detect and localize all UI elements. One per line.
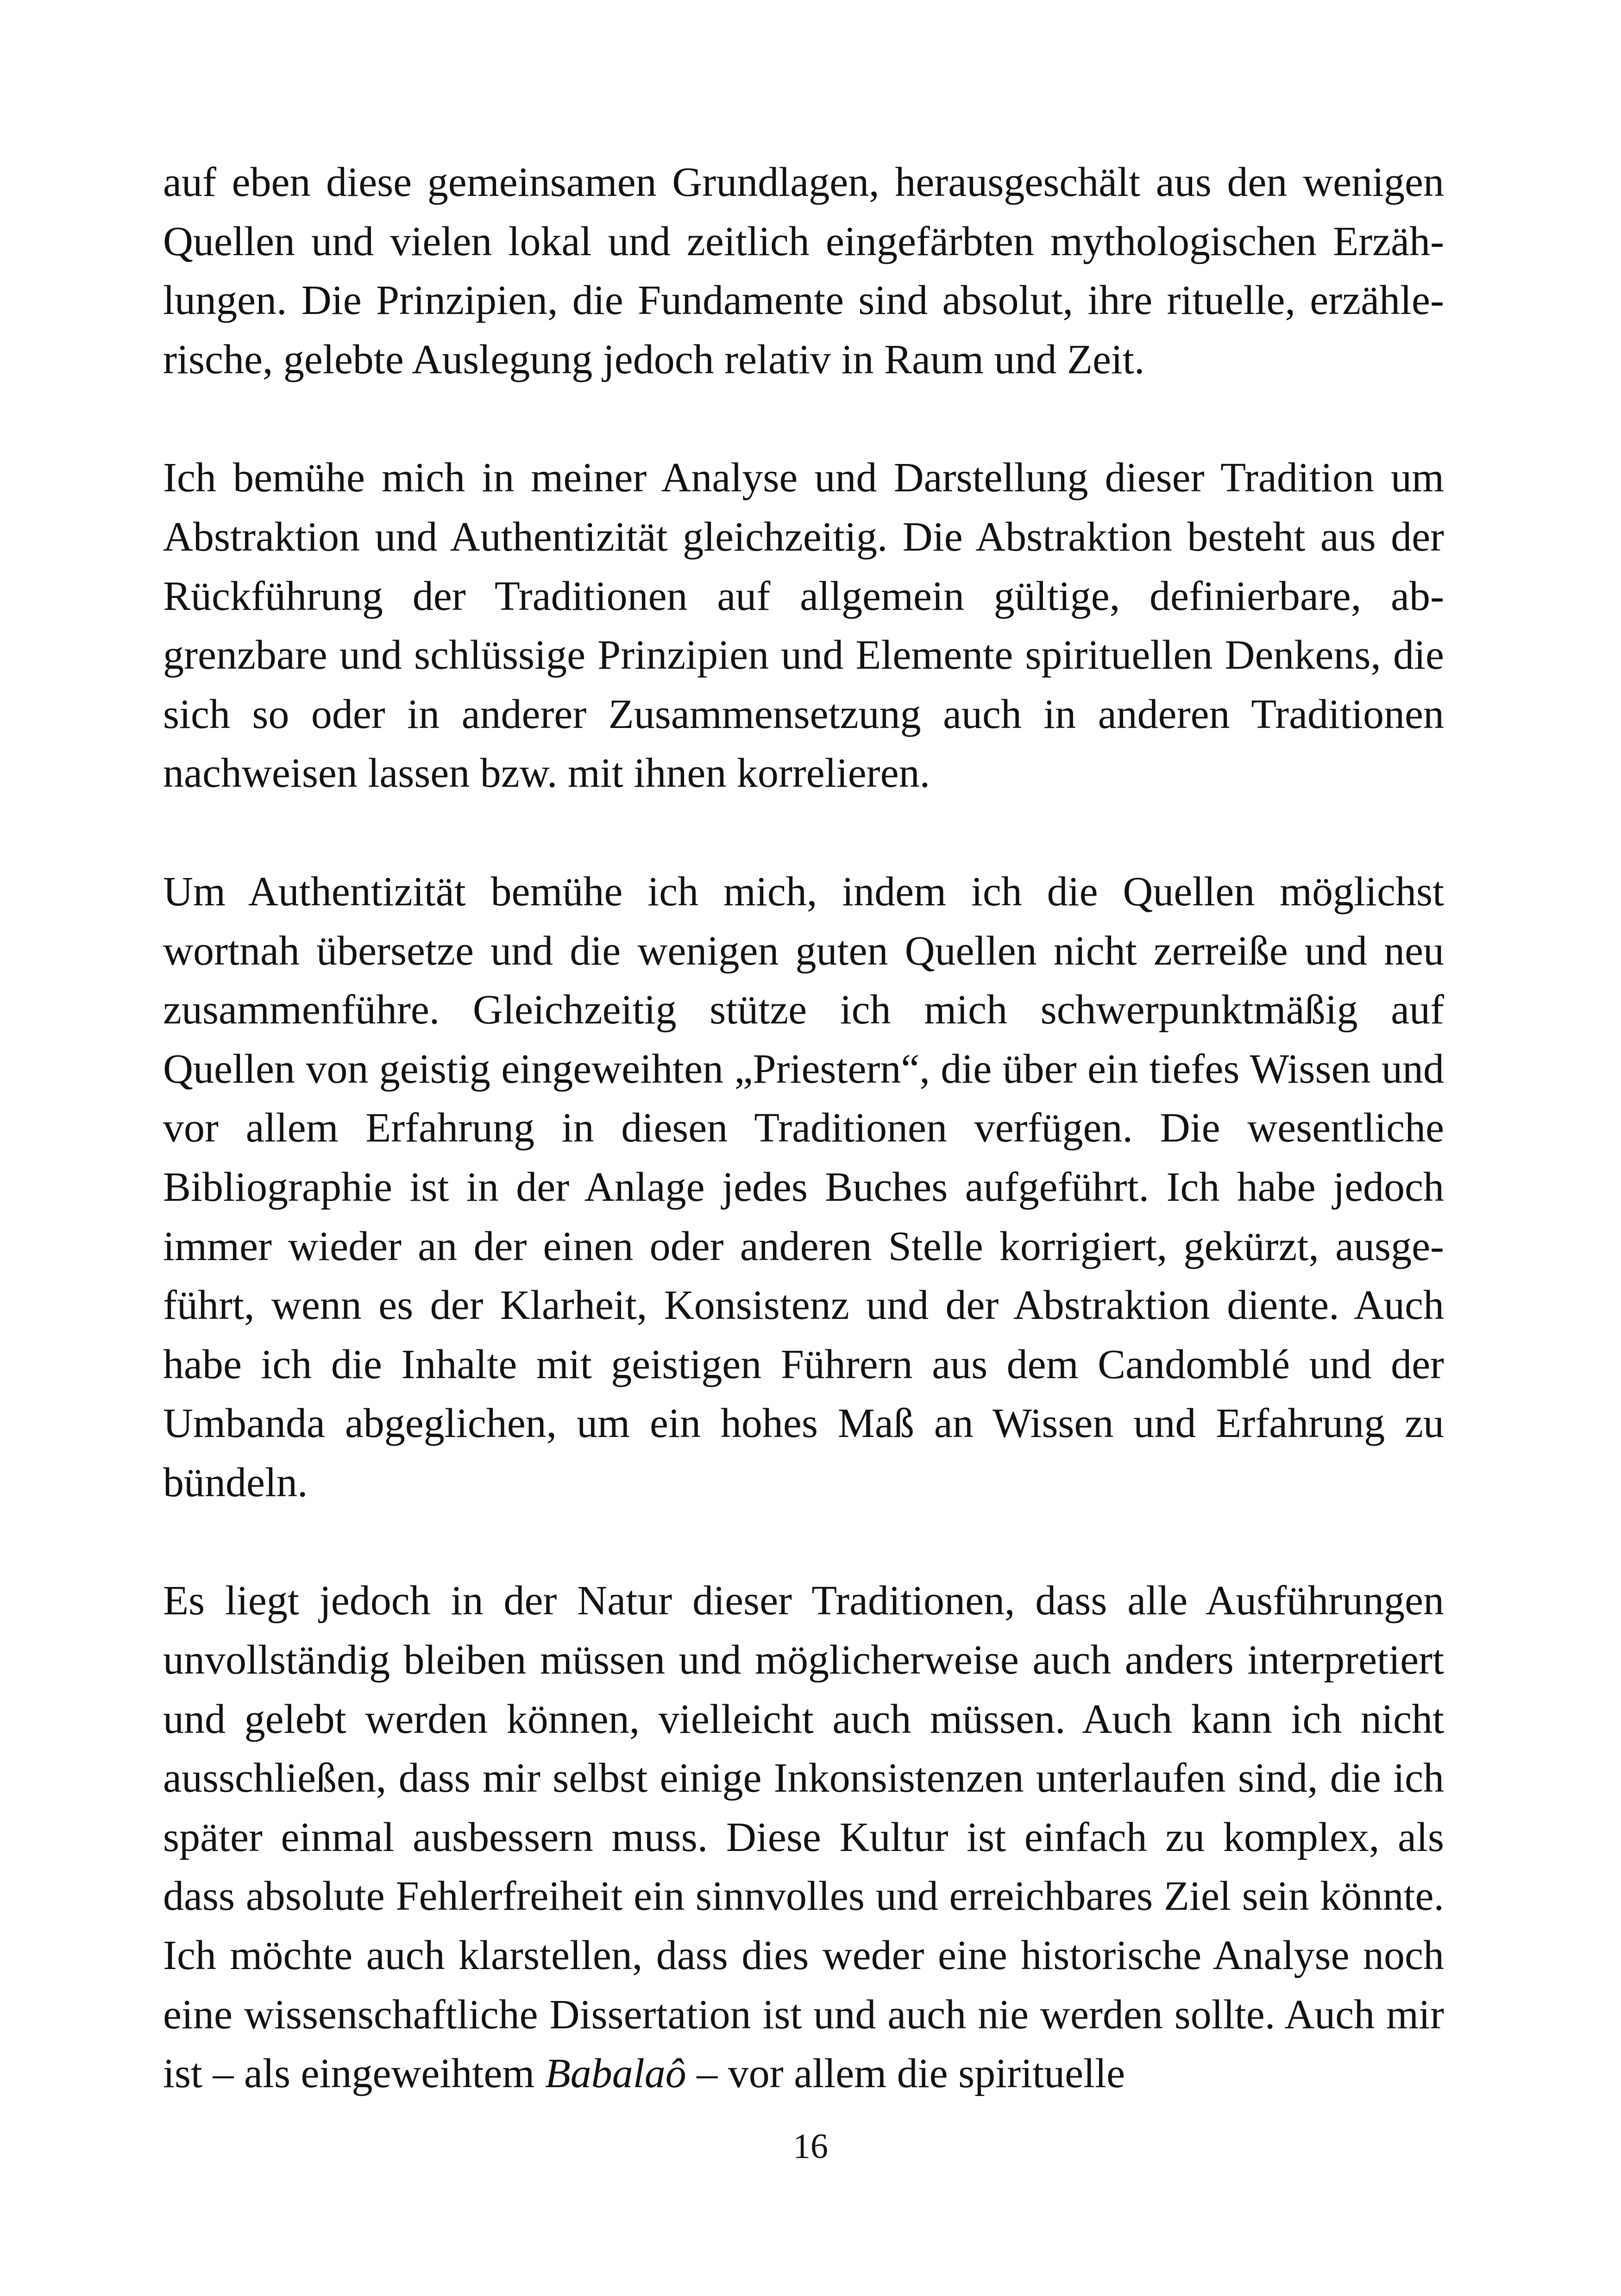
paragraph-4 bbox=[163, 1571, 1444, 2103]
paragraph-4-text-b: – vor allem die spirituelle bbox=[686, 2051, 1125, 2097]
paragraph-3: Um Authentizität bemühe ich mich, indem ich die Quellen möglichst wortnah übersetze und die wenigen guten Quellen nicht zerreiße und neu zusammenführe. Gleichzeitig stütze ich mich schwerpunktmäßig auf Quellen von geistig eingeweihten „Priestern“, die über ein tiefes Wissen und vor allem Erfahrung in diesen Traditionen verfügen. Die wesentliche Bibliographie ist in der Anlage jedes Buches aufgeführt. Ich habe jedoch immer wieder an der einen oder anderen Stelle korrigiert, gekürzt, ausgeführt, wenn es der Klarheit, Konsistenz und der Abstraktion diente. Auch habe ich die Inhalte mit geistigen Führern aus dem Candomblé und der Umbanda abgeglichen, um ein hohes Maß an Wissen und Erfahrung zu bündeln. bbox=[163, 868, 1444, 1506]
paragraph-1: auf eben diese gemeinsamen Grundlagen, herausgeschält aus den wenigen Quellen und vielen lokal und zeitlich eingefärbten mythologischen Erzählungen. Die Prinzipien, die Fundamente sind absolut, ihre rituelle, erzählerische, gelebte Auslegung jedoch relativ in Raum und Zeit. bbox=[163, 159, 1444, 383]
page-number: 16 bbox=[793, 2127, 828, 2166]
paragraph-4-text-a: Es liegt jedoch in der Natur dieser Traditionen, dass alle Ausführungen unvollständig bleiben müssen und möglicherweise auch anders interpretiert und gelebt werden können, vielleicht auch müssen. Auch kann ich nicht ausschließen, dass mir selbst einige Inkonsistenzen unterlaufen sind, die ich später einmal ausbessern muss. Diese Kultur ist einfach zu komplex, als dass absolute Fehlerfreiheit ein sinnvolles und erreichbares Ziel sein könnte. Ich möchte auch klarstellen, dass dies weder eine historische Analyse noch eine wissenschaftliche Dissertation ist und auch nie werden sollte. Auch mir ist – als eingeweihtem bbox=[163, 1578, 1444, 2097]
paragraph-2: Ich bemühe mich in meiner Analyse und Darstellung dieser Tradition um Abstraktion und Authentizität gleichzeitig. Die Abstraktion besteht aus der Rückführung der Traditionen auf allgemein gültige, definierbare, abgrenzbare und schlüssige Prinzipien und Elemente spirituellen Denkens, die sich so oder in anderer Zusammensetzung auch in anderen Traditionen nachweisen lassen bzw. mit ihnen korrelieren. bbox=[163, 455, 1444, 797]
body-text bbox=[163, 153, 1444, 2103]
italic-term: Babalaô bbox=[545, 2051, 686, 2097]
